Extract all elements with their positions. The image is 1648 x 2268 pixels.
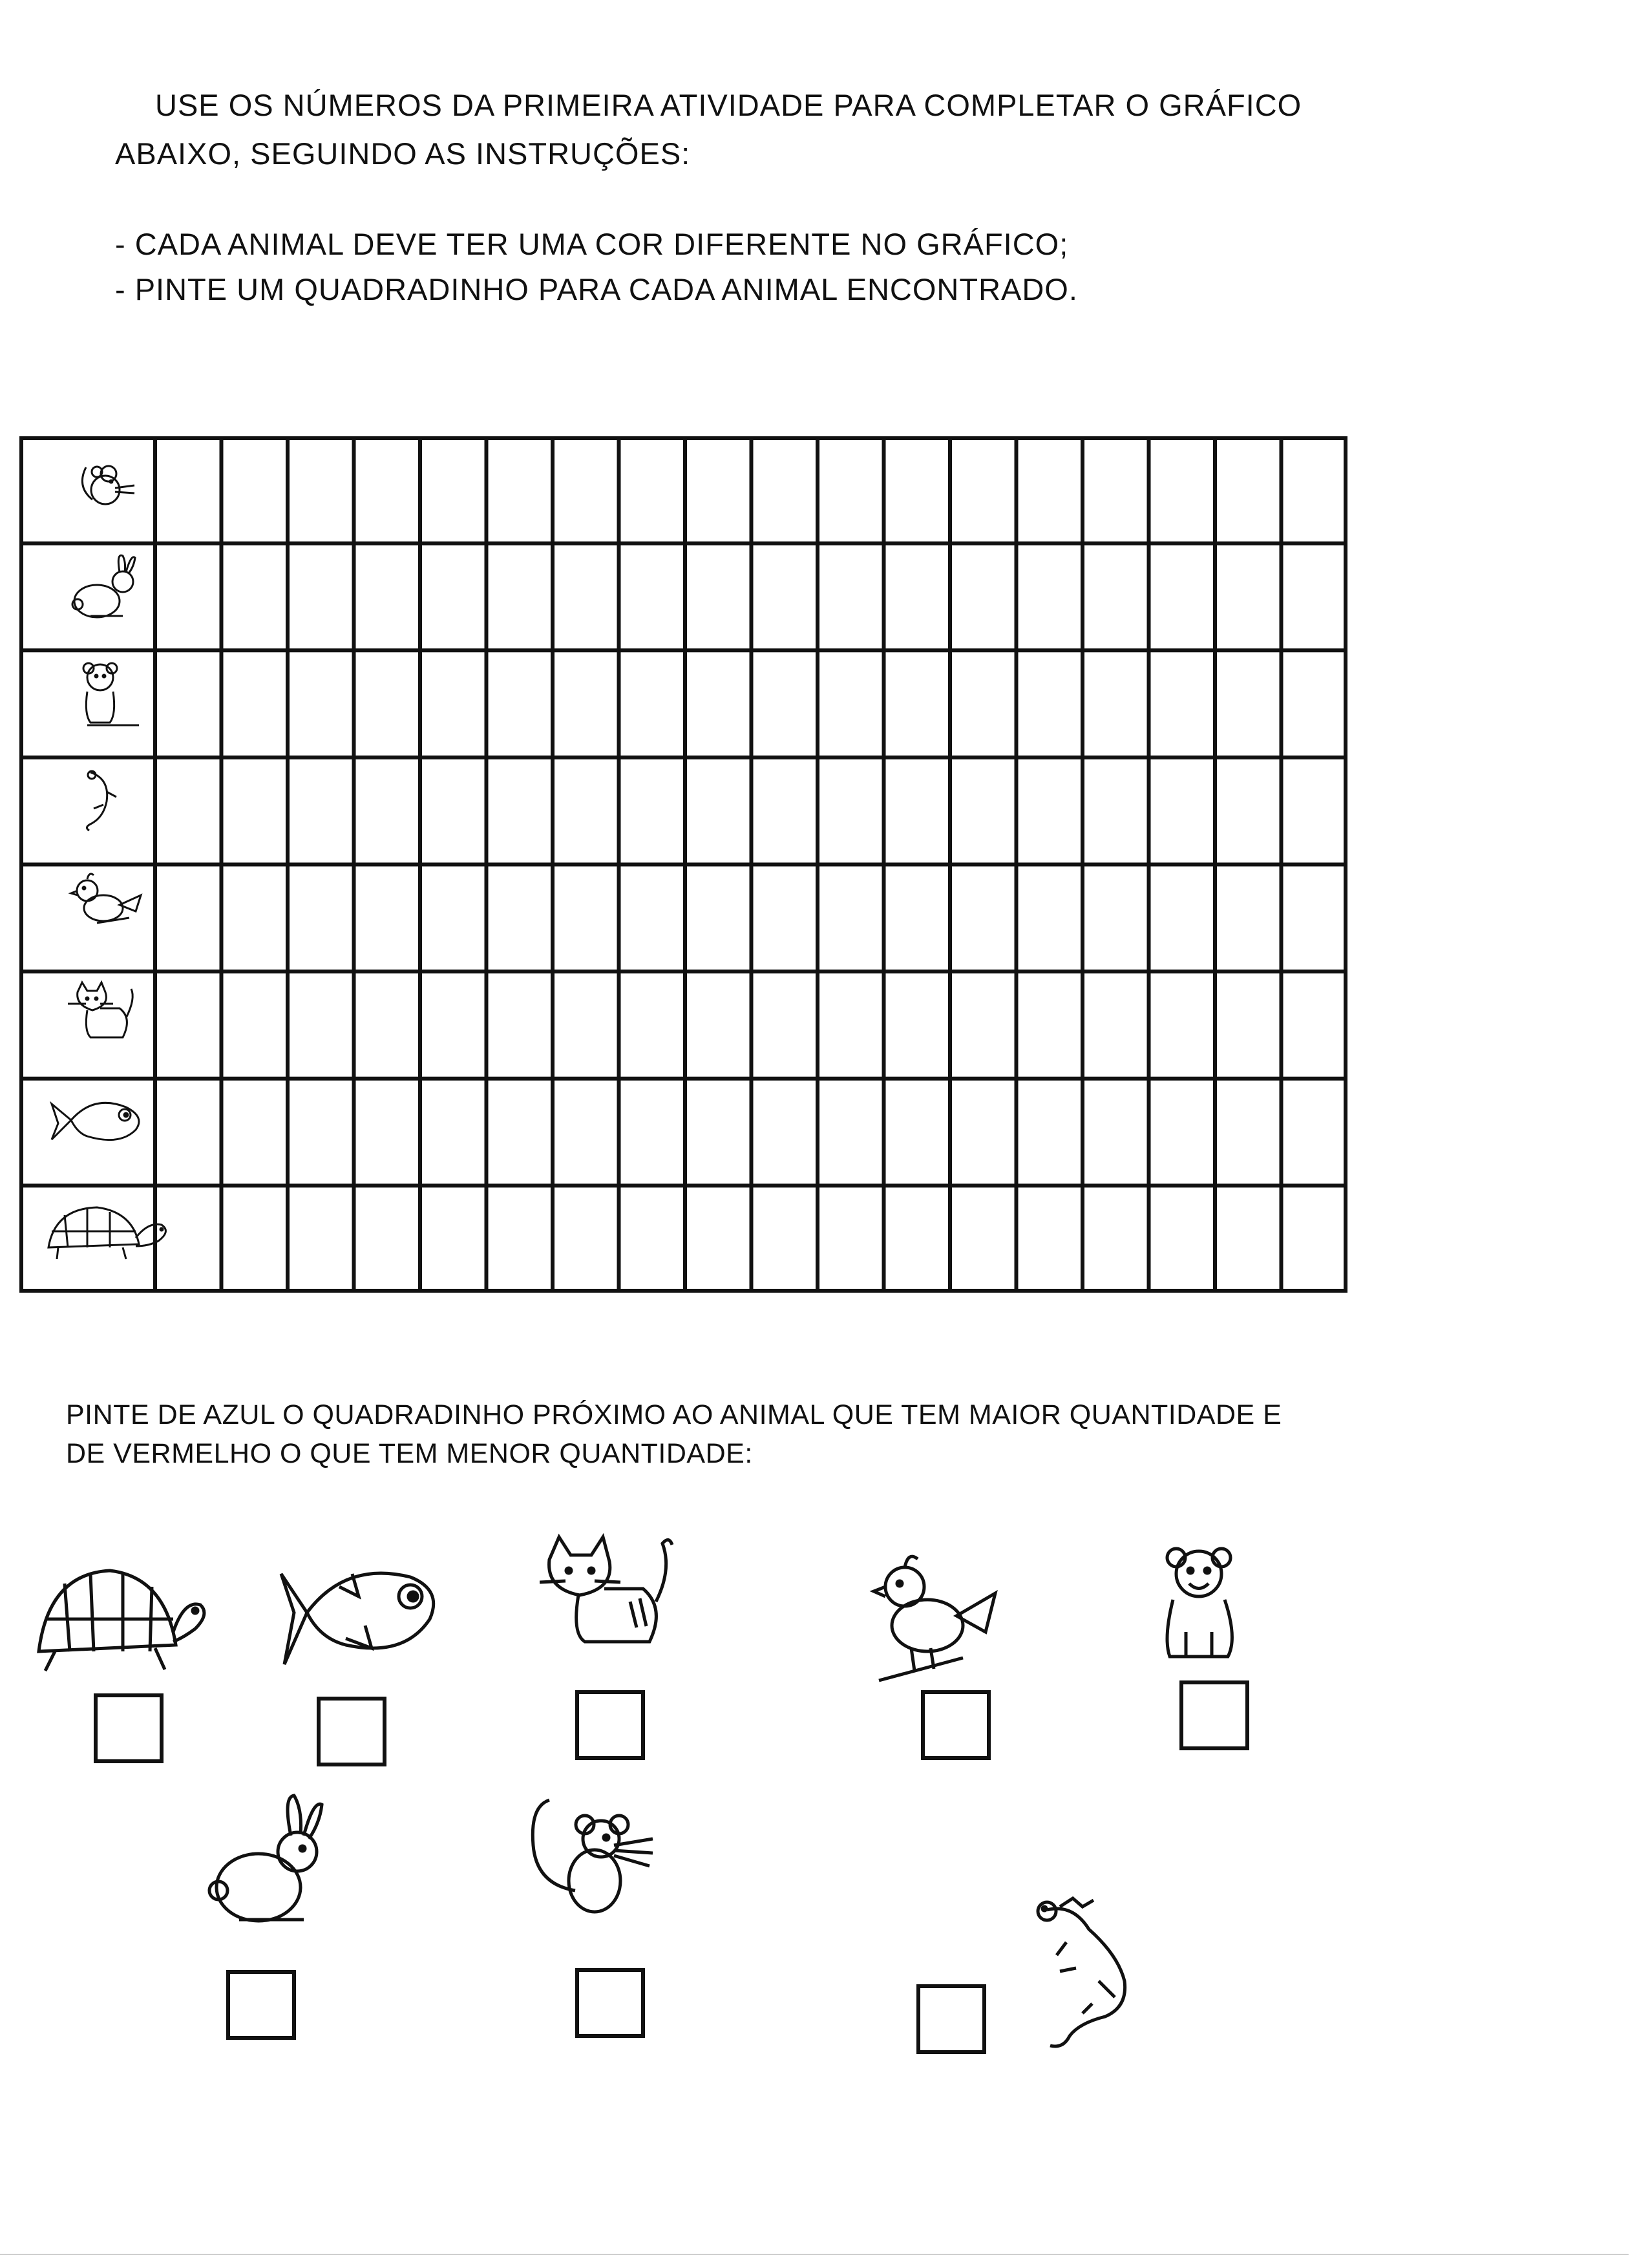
grid-cell[interactable]	[1019, 1188, 1081, 1290]
bird-checkbox[interactable]	[921, 1690, 991, 1760]
grid-cell[interactable]	[423, 439, 484, 541]
grid-cell[interactable]	[158, 760, 219, 862]
grid-cell[interactable]	[622, 974, 683, 1076]
grid-cell[interactable]	[820, 653, 882, 755]
grid-cell[interactable]	[887, 439, 948, 541]
grid-cell[interactable]	[1152, 974, 1213, 1076]
grid-cell[interactable]	[1284, 439, 1346, 541]
grid-cell[interactable]	[1218, 653, 1279, 755]
grid-cell[interactable]	[622, 1188, 683, 1290]
rabbit-icon	[200, 1790, 330, 1933]
activity-line-1: PINTE DE AZUL O QUADRADINHO PRÓXIMO AO ANIMAL QUE TEM MAIOR QUANTIDADE E	[66, 1399, 1282, 1430]
fish-icon	[275, 1548, 449, 1677]
grid-cell[interactable]	[489, 1081, 551, 1183]
grid-cell[interactable]	[290, 974, 352, 1076]
grid-cell[interactable]	[1218, 760, 1279, 862]
grid-cell[interactable]	[290, 760, 352, 862]
grid-cell[interactable]	[953, 867, 1014, 970]
grid-cell[interactable]	[224, 867, 286, 970]
grid-cell[interactable]	[224, 1081, 286, 1183]
fish-checkbox[interactable]	[317, 1697, 386, 1766]
grid-cell[interactable]	[1152, 1188, 1213, 1290]
grid-cell[interactable]	[423, 760, 484, 862]
grid-cell[interactable]	[754, 867, 816, 970]
grid-cell[interactable]	[622, 867, 683, 970]
instruction-bullet-2: - PINTE UM QUADRADINHO PARA CADA ANIMAL ENCONTRADO.	[115, 272, 1078, 306]
grid-cell[interactable]	[158, 546, 219, 648]
grid-cell[interactable]	[224, 653, 286, 755]
grid-cell[interactable]	[1085, 439, 1146, 541]
grid-cell[interactable]	[1152, 439, 1213, 541]
grid-cell[interactable]	[1218, 439, 1279, 541]
grid-cell[interactable]	[820, 867, 882, 970]
grid-cell[interactable]	[953, 546, 1014, 648]
lizard-icon	[1021, 1891, 1150, 2059]
grid-cell[interactable]	[357, 974, 418, 1076]
grid-cell[interactable]	[1218, 1081, 1279, 1183]
grid-cell[interactable]	[1284, 867, 1346, 970]
grid-cell[interactable]	[1152, 1081, 1213, 1183]
grid-cell[interactable]	[158, 867, 219, 970]
grid-cell[interactable]	[820, 546, 882, 648]
grid-cell[interactable]	[1284, 1188, 1346, 1290]
grid-cell[interactable]	[1085, 974, 1146, 1076]
grid-cell[interactable]	[423, 1188, 484, 1290]
grid-cell[interactable]	[688, 546, 749, 648]
grid-cell[interactable]	[423, 653, 484, 755]
dog-icon	[83, 663, 139, 725]
grid-cell[interactable]	[1085, 546, 1146, 648]
grid-cell[interactable]	[688, 760, 749, 862]
grid-cell[interactable]	[489, 439, 551, 541]
grid-cell[interactable]	[622, 439, 683, 541]
grid-cell[interactable]	[688, 1081, 749, 1183]
grid-cell[interactable]	[1218, 867, 1279, 970]
grid-cell[interactable]	[1085, 1081, 1146, 1183]
grid-cell[interactable]	[357, 439, 418, 541]
grid-cell[interactable]	[555, 439, 617, 541]
grid-cell[interactable]	[555, 760, 617, 862]
grid-cell[interactable]	[224, 546, 286, 648]
grid-cell[interactable]	[290, 653, 352, 755]
grid-cell[interactable]	[622, 760, 683, 862]
grid-cell[interactable]	[622, 1081, 683, 1183]
grid-cell[interactable]	[1085, 653, 1146, 755]
grid-cell[interactable]	[489, 867, 551, 970]
grid-cell[interactable]	[158, 439, 219, 541]
grid-cell[interactable]	[622, 546, 683, 648]
grid-cell[interactable]	[555, 1188, 617, 1290]
rabbit-icon	[72, 555, 135, 617]
bird-icon	[866, 1545, 1002, 1687]
grid-cell[interactable]	[357, 1188, 418, 1290]
grid-cell[interactable]	[224, 760, 286, 862]
grid-cell[interactable]	[1019, 867, 1081, 970]
grid-cell[interactable]	[754, 760, 816, 862]
grid-cell[interactable]	[688, 1188, 749, 1290]
lizard-checkbox[interactable]	[916, 1984, 986, 2054]
grid-cell[interactable]	[357, 546, 418, 648]
grid-cell[interactable]	[158, 974, 219, 1076]
grid-cell[interactable]	[754, 1188, 816, 1290]
grid-cell[interactable]	[1085, 1188, 1146, 1290]
grid-cell[interactable]	[1284, 1081, 1346, 1183]
grid-cell[interactable]	[158, 1188, 219, 1290]
grid-cell[interactable]	[688, 867, 749, 970]
grid-cell[interactable]	[489, 1188, 551, 1290]
grid-cell[interactable]	[423, 867, 484, 970]
grid-cell[interactable]	[887, 546, 948, 648]
grid-cell[interactable]	[1085, 867, 1146, 970]
grid-cell[interactable]	[887, 1188, 948, 1290]
grid-cell[interactable]	[622, 653, 683, 755]
grid-cell[interactable]	[1218, 546, 1279, 648]
grid-cell[interactable]	[820, 1081, 882, 1183]
grid-cell[interactable]	[224, 439, 286, 541]
grid-cell[interactable]	[953, 760, 1014, 862]
grid-cell[interactable]	[1284, 760, 1346, 862]
grid-cell[interactable]	[754, 974, 816, 1076]
grid-cell[interactable]	[688, 653, 749, 755]
mouse-icon	[523, 1794, 659, 1923]
lizard-icon	[87, 771, 116, 831]
page-bottom-edge	[0, 2254, 1629, 2255]
grid-cell[interactable]	[1019, 974, 1081, 1076]
grid-cell[interactable]	[953, 439, 1014, 541]
grid-cell[interactable]	[1019, 546, 1081, 648]
pictograph-grid	[19, 436, 1347, 1293]
grid-cell[interactable]	[754, 546, 816, 648]
grid-cell[interactable]	[224, 974, 286, 1076]
grid-cell[interactable]	[357, 1081, 418, 1183]
grid-cell[interactable]	[290, 1188, 352, 1290]
grid-cell[interactable]	[290, 1081, 352, 1183]
grid-cell[interactable]	[1284, 974, 1346, 1076]
grid-cell[interactable]	[887, 760, 948, 862]
cat-icon	[540, 1531, 675, 1653]
dog-checkbox[interactable]	[1179, 1680, 1249, 1750]
grid-cell[interactable]	[357, 653, 418, 755]
fish-icon	[52, 1103, 139, 1139]
dog-icon	[1150, 1542, 1247, 1664]
turtle-icon	[26, 1548, 207, 1677]
mouse-icon	[82, 466, 134, 504]
grid-cell[interactable]	[953, 653, 1014, 755]
grid-cell[interactable]	[224, 1188, 286, 1290]
mouse-checkbox[interactable]	[575, 1968, 645, 2038]
cat-checkbox[interactable]	[575, 1690, 645, 1760]
grid-cell[interactable]	[820, 1188, 882, 1290]
grid-cell[interactable]	[1152, 653, 1213, 755]
grid-cell[interactable]	[555, 974, 617, 1076]
grid-cell[interactable]	[489, 653, 551, 755]
grid-cell[interactable]	[754, 439, 816, 541]
grid-cell[interactable]	[953, 974, 1014, 1076]
instruction-line-1: USE OS NÚMEROS DA PRIMEIRA ATIVIDADE PARA COMPLETAR O GRÁFICO	[155, 88, 1302, 122]
grid-cell[interactable]	[423, 974, 484, 1076]
grid-cell[interactable]	[953, 1081, 1014, 1183]
grid-cell[interactable]	[887, 1081, 948, 1183]
grid-cell[interactable]	[357, 760, 418, 862]
grid-cell[interactable]	[1019, 760, 1081, 862]
grid-cell[interactable]	[489, 974, 551, 1076]
grid-cell[interactable]	[1284, 653, 1346, 755]
grid-cell[interactable]	[820, 974, 882, 1076]
grid-cell[interactable]	[555, 546, 617, 648]
grid-cell[interactable]	[1152, 546, 1213, 648]
grid-cell[interactable]	[290, 867, 352, 970]
grid-cell[interactable]	[1019, 439, 1081, 541]
grid-cell[interactable]	[820, 439, 882, 541]
grid-cell[interactable]	[887, 867, 948, 970]
grid-cell[interactable]	[1284, 546, 1346, 648]
rabbit-checkbox[interactable]	[226, 1970, 296, 2040]
grid-cell[interactable]	[1218, 1188, 1279, 1290]
grid-cell[interactable]	[754, 1081, 816, 1183]
grid-cell[interactable]	[158, 653, 219, 755]
grid-cell[interactable]	[555, 653, 617, 755]
instruction-line-2: ABAIXO, SEGUINDO AS INSTRUÇÕES:	[115, 136, 691, 171]
grid-cell[interactable]	[887, 974, 948, 1076]
grid-cell[interactable]	[688, 974, 749, 1076]
grid-cell[interactable]	[1218, 974, 1279, 1076]
grid-cell[interactable]	[555, 867, 617, 970]
grid-cell[interactable]	[820, 760, 882, 862]
grid-cell[interactable]	[1152, 867, 1213, 970]
grid-cell[interactable]	[1019, 1081, 1081, 1183]
turtle-icon	[48, 1207, 165, 1259]
cat-icon	[68, 982, 132, 1037]
grid-cell[interactable]	[423, 1081, 484, 1183]
bird-icon	[71, 874, 141, 923]
grid-cell[interactable]	[1152, 760, 1213, 862]
grid-cell[interactable]	[357, 867, 418, 970]
activity-line-2: DE VERMELHO O QUE TEM MENOR QUANTIDADE:	[66, 1438, 753, 1469]
grid-cell[interactable]	[290, 439, 352, 541]
grid-cell[interactable]	[1085, 760, 1146, 862]
grid-cell[interactable]	[489, 760, 551, 862]
grid-cell[interactable]	[688, 439, 749, 541]
grid-cell[interactable]	[158, 1081, 219, 1183]
grid-cell[interactable]	[887, 653, 948, 755]
grid-cell[interactable]	[953, 1188, 1014, 1290]
grid-cell[interactable]	[1019, 653, 1081, 755]
grid-cell[interactable]	[423, 546, 484, 648]
turtle-checkbox[interactable]	[94, 1693, 164, 1763]
grid-cell[interactable]	[555, 1081, 617, 1183]
instruction-bullet-1: - CADA ANIMAL DEVE TER UMA COR DIFERENTE NO GRÁFICO;	[115, 227, 1069, 261]
grid-cell[interactable]	[754, 653, 816, 755]
grid-cell[interactable]	[290, 546, 352, 648]
grid-cell[interactable]	[489, 546, 551, 648]
